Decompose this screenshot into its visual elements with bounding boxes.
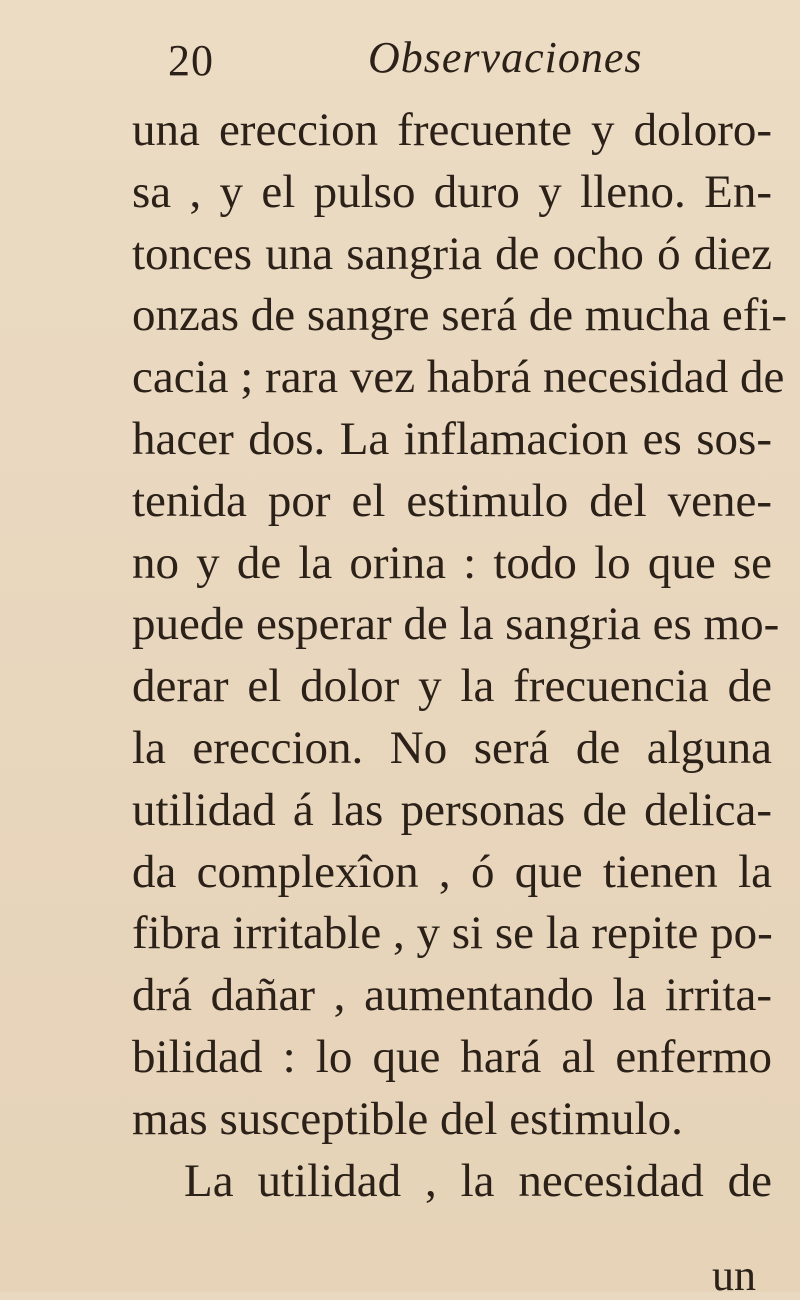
body-text [132,100,788,1212]
text-line: puede esperar de la sangria es mo- [132,598,780,651]
text-line: utilidad á las personas de delica- [132,783,772,836]
text-line: una ereccion frecuente y doloro- [132,104,772,156]
paragraph-end-line: mas susceptible del estimulo. [132,1092,683,1145]
text-line: drá dañar , aumentando la irrita- [132,969,772,1022]
text-line: no y de la orina : todo lo que se [132,536,772,589]
running-title: Observaciones [368,33,643,82]
text-line: hacer dos. La inflamacion es sos- [132,412,772,465]
catchword: un [712,1251,756,1300]
text-line: la ereccion. No será de alguna [132,721,772,774]
text-line: derar el dolor y la frecuencia de [132,660,772,713]
text-line: onzas de sangre será de mucha efi- [132,289,788,342]
page-number: 20 [168,36,214,85]
text-line: tonces una sangria de ocho ó diez [132,227,772,280]
paragraph-start-line: La utilidad , la necesidad de [184,1154,772,1207]
text-line: fibra irritable , y si se la repite po- [132,907,773,960]
text-line: sa , y el pulso duro y lleno. En- [132,165,772,218]
text-line: tenida por el estimulo del vene- [132,474,772,527]
text-line: da complexîon , ó que tienen la [132,845,772,898]
page-header [0,22,800,92]
text-line: bilidad : lo que hará al enfermo [132,1030,772,1083]
text-line: cacia ; rara vez habrá necesidad de [132,351,785,404]
